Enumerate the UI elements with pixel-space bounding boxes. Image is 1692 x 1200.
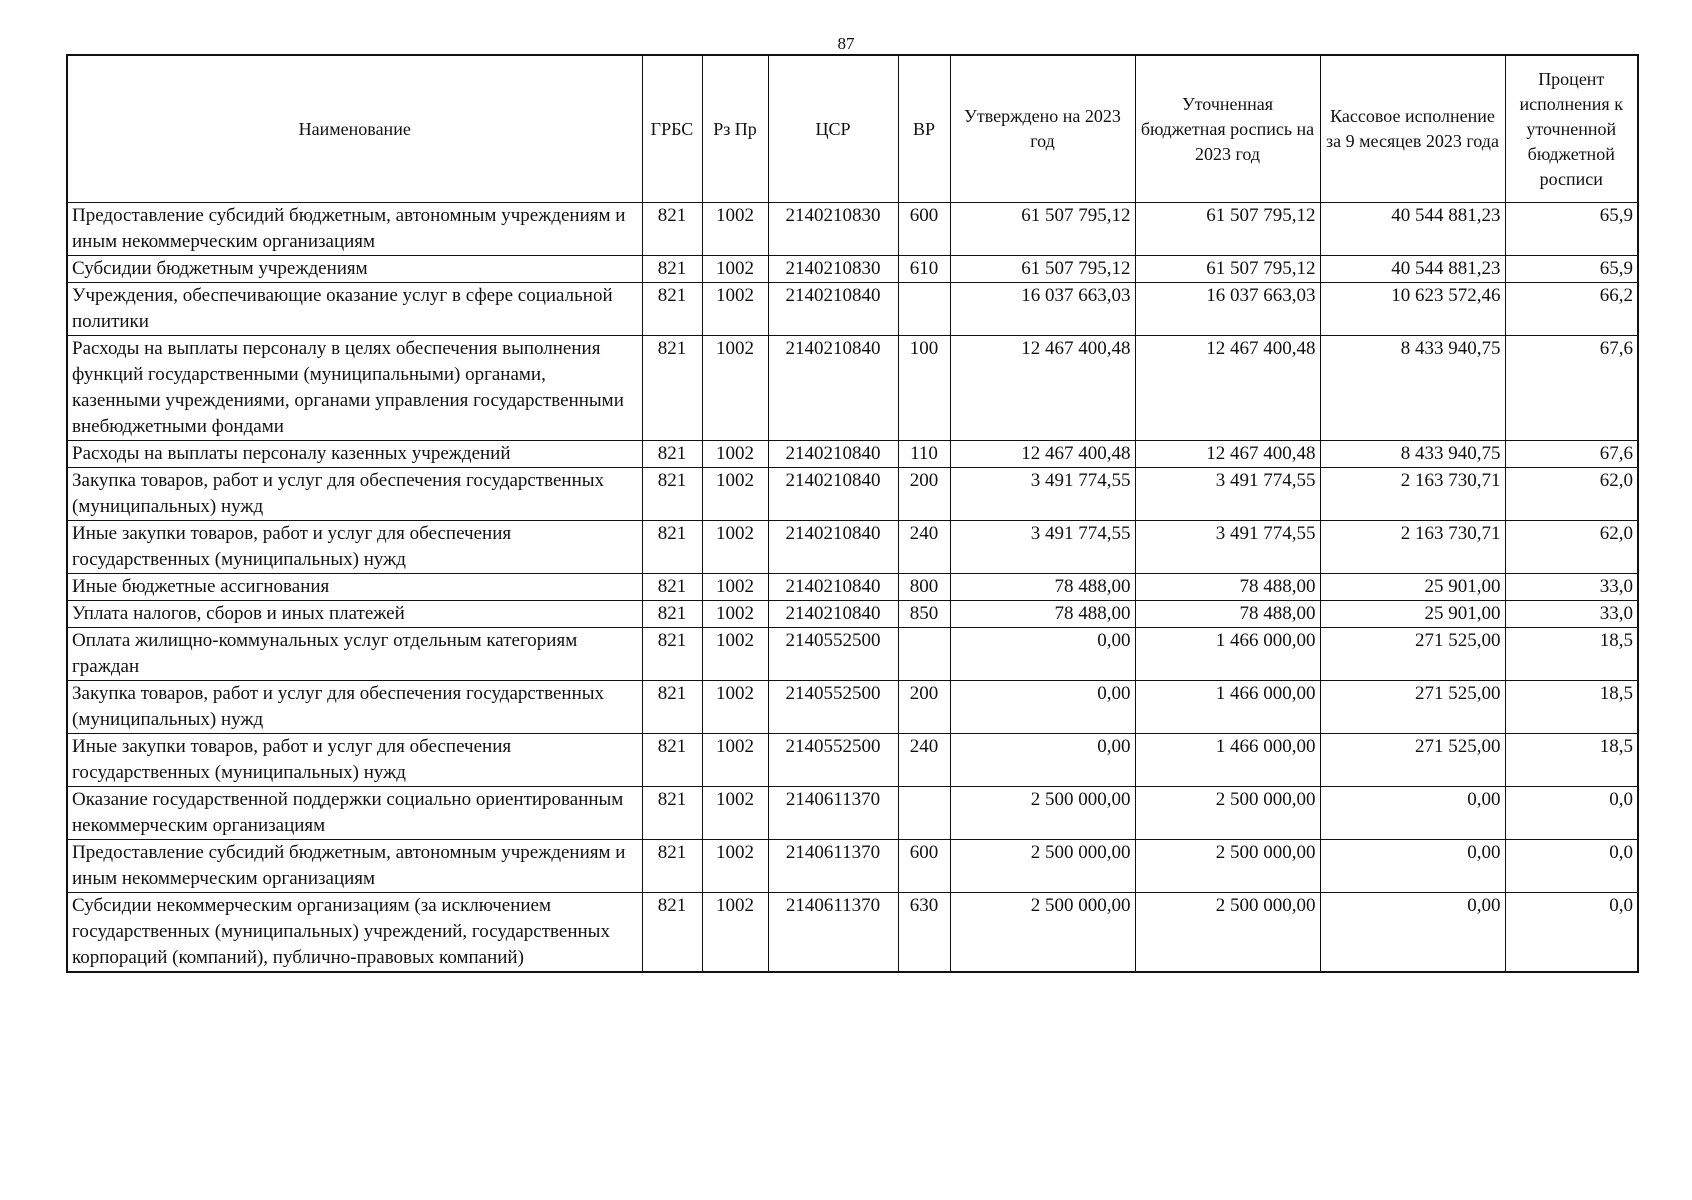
table-row [67, 787, 1638, 840]
cell-executed: 8 433 940,75 [1320, 441, 1505, 468]
cell-refined: 12 467 400,48 [1135, 336, 1320, 441]
cell-csr: 2140210840 [768, 336, 898, 441]
cell-grbs: 821 [642, 521, 702, 574]
cell-vr: 200 [898, 468, 950, 521]
cell-refined: 3 491 774,55 [1135, 521, 1320, 574]
cell-vr: 240 [898, 521, 950, 574]
cell-refined: 3 491 774,55 [1135, 468, 1320, 521]
cell-percent: 33,0 [1505, 601, 1638, 628]
cell-approved: 78 488,00 [950, 574, 1135, 601]
cell-csr: 2140210840 [768, 574, 898, 601]
cell-vr: 850 [898, 601, 950, 628]
cell-percent: 67,6 [1505, 441, 1638, 468]
cell-csr: 2140210830 [768, 256, 898, 283]
cell-grbs: 821 [642, 601, 702, 628]
cell-csr: 2140611370 [768, 787, 898, 840]
cell-csr: 2140210840 [768, 441, 898, 468]
cell-name: Субсидии некоммерческим организациям (за исключением государственных (муниципальных) учреждений, государственных корпораций (компаний), публично-правовых компаний) [67, 893, 642, 973]
cell-rzpr: 1002 [702, 893, 768, 973]
cell-name: Закупка товаров, работ и услуг для обеспечения государственных (муниципальных) нужд [67, 681, 642, 734]
cell-vr: 100 [898, 336, 950, 441]
cell-percent: 62,0 [1505, 521, 1638, 574]
cell-refined: 78 488,00 [1135, 601, 1320, 628]
cell-approved: 78 488,00 [950, 601, 1135, 628]
col-header-percent: Процент исполнения к уточненной бюджетной росписи [1505, 55, 1638, 203]
cell-refined: 12 467 400,48 [1135, 441, 1320, 468]
cell-csr: 2140552500 [768, 681, 898, 734]
cell-vr: 240 [898, 734, 950, 787]
cell-percent: 0,0 [1505, 893, 1638, 973]
cell-grbs: 821 [642, 681, 702, 734]
cell-percent: 65,9 [1505, 203, 1638, 256]
col-header-approved: Утверждено на 2023 год [950, 55, 1135, 203]
cell-name: Учреждения, обеспечивающие оказание услуг в сфере социальной политики [67, 283, 642, 336]
cell-rzpr: 1002 [702, 574, 768, 601]
cell-vr: 110 [898, 441, 950, 468]
cell-grbs: 821 [642, 574, 702, 601]
table-row [67, 256, 1638, 283]
cell-refined: 2 500 000,00 [1135, 840, 1320, 893]
cell-csr: 2140210840 [768, 468, 898, 521]
cell-grbs: 821 [642, 283, 702, 336]
cell-percent: 18,5 [1505, 628, 1638, 681]
cell-rzpr: 1002 [702, 681, 768, 734]
cell-grbs: 821 [642, 840, 702, 893]
cell-rzpr: 1002 [702, 256, 768, 283]
cell-executed: 271 525,00 [1320, 734, 1505, 787]
cell-vr [898, 628, 950, 681]
cell-name: Предоставление субсидий бюджетным, автономным учреждениям и иным некоммерческим организациям [67, 203, 642, 256]
table-row [67, 203, 1638, 256]
cell-csr: 2140552500 [768, 628, 898, 681]
cell-percent: 67,6 [1505, 336, 1638, 441]
cell-name: Субсидии бюджетным учреждениям [67, 256, 642, 283]
cell-csr: 2140611370 [768, 840, 898, 893]
cell-grbs: 821 [642, 468, 702, 521]
cell-refined: 78 488,00 [1135, 574, 1320, 601]
cell-refined: 61 507 795,12 [1135, 203, 1320, 256]
cell-vr: 610 [898, 256, 950, 283]
cell-grbs: 821 [642, 628, 702, 681]
col-header-refined: Уточненная бюджетная роспись на 2023 год [1135, 55, 1320, 203]
cell-approved: 3 491 774,55 [950, 468, 1135, 521]
cell-approved: 12 467 400,48 [950, 336, 1135, 441]
cell-executed: 0,00 [1320, 840, 1505, 893]
cell-approved: 16 037 663,03 [950, 283, 1135, 336]
cell-name: Уплата налогов, сборов и иных платежей [67, 601, 642, 628]
cell-rzpr: 1002 [702, 521, 768, 574]
table-row [67, 893, 1638, 973]
cell-executed: 2 163 730,71 [1320, 468, 1505, 521]
cell-rzpr: 1002 [702, 441, 768, 468]
table-row [67, 468, 1638, 521]
cell-grbs: 821 [642, 787, 702, 840]
header-row [67, 55, 1638, 203]
cell-name: Иные закупки товаров, работ и услуг для обеспечения государственных (муниципальных) нужд [67, 521, 642, 574]
cell-executed: 271 525,00 [1320, 681, 1505, 734]
cell-grbs: 821 [642, 441, 702, 468]
cell-percent: 65,9 [1505, 256, 1638, 283]
table-row [67, 681, 1638, 734]
cell-refined: 1 466 000,00 [1135, 734, 1320, 787]
table-row [67, 601, 1638, 628]
cell-rzpr: 1002 [702, 468, 768, 521]
cell-refined: 61 507 795,12 [1135, 256, 1320, 283]
col-header-executed: Кассовое исполнение за 9 месяцев 2023 года [1320, 55, 1505, 203]
cell-rzpr: 1002 [702, 787, 768, 840]
cell-rzpr: 1002 [702, 734, 768, 787]
col-header-vr: ВР [898, 55, 950, 203]
page-number: 87 [837, 34, 855, 53]
table-row [67, 734, 1638, 787]
cell-rzpr: 1002 [702, 628, 768, 681]
table-row [67, 840, 1638, 893]
cell-approved: 0,00 [950, 628, 1135, 681]
cell-executed: 0,00 [1320, 893, 1505, 973]
cell-rzpr: 1002 [702, 283, 768, 336]
cell-vr: 600 [898, 840, 950, 893]
cell-approved: 61 507 795,12 [950, 256, 1135, 283]
cell-grbs: 821 [642, 336, 702, 441]
cell-refined: 1 466 000,00 [1135, 628, 1320, 681]
cell-percent: 0,0 [1505, 840, 1638, 893]
cell-percent: 18,5 [1505, 734, 1638, 787]
cell-name: Оказание государственной поддержки социально ориентированным некоммерческим организациям [67, 787, 642, 840]
cell-approved: 61 507 795,12 [950, 203, 1135, 256]
cell-executed: 2 163 730,71 [1320, 521, 1505, 574]
cell-vr: 630 [898, 893, 950, 973]
cell-executed: 40 544 881,23 [1320, 203, 1505, 256]
cell-refined: 16 037 663,03 [1135, 283, 1320, 336]
cell-name: Оплата жилищно-коммунальных услуг отдельным категориям граждан [67, 628, 642, 681]
cell-refined: 2 500 000,00 [1135, 787, 1320, 840]
cell-vr: 600 [898, 203, 950, 256]
cell-csr: 2140552500 [768, 734, 898, 787]
cell-csr: 2140210840 [768, 283, 898, 336]
budget-table [66, 54, 1639, 973]
cell-executed: 25 901,00 [1320, 574, 1505, 601]
cell-approved: 2 500 000,00 [950, 787, 1135, 840]
table-row [67, 283, 1638, 336]
cell-executed: 10 623 572,46 [1320, 283, 1505, 336]
cell-executed: 8 433 940,75 [1320, 336, 1505, 441]
table-body [67, 203, 1638, 973]
col-header-rzpr: Рз Пр [702, 55, 768, 203]
col-header-grbs: ГРБС [642, 55, 702, 203]
cell-name: Расходы на выплаты персоналу казенных учреждений [67, 441, 642, 468]
cell-csr: 2140611370 [768, 893, 898, 973]
cell-executed: 0,00 [1320, 787, 1505, 840]
cell-rzpr: 1002 [702, 601, 768, 628]
cell-rzpr: 1002 [702, 840, 768, 893]
cell-name: Предоставление субсидий бюджетным, автономным учреждениям и иным некоммерческим организациям [67, 840, 642, 893]
cell-refined: 2 500 000,00 [1135, 893, 1320, 973]
cell-percent: 33,0 [1505, 574, 1638, 601]
table-row [67, 336, 1638, 441]
cell-approved: 2 500 000,00 [950, 893, 1135, 973]
cell-executed: 40 544 881,23 [1320, 256, 1505, 283]
cell-percent: 18,5 [1505, 681, 1638, 734]
cell-percent: 62,0 [1505, 468, 1638, 521]
cell-executed: 25 901,00 [1320, 601, 1505, 628]
cell-executed: 271 525,00 [1320, 628, 1505, 681]
cell-percent: 66,2 [1505, 283, 1638, 336]
cell-name: Закупка товаров, работ и услуг для обеспечения государственных (муниципальных) нужд [67, 468, 642, 521]
cell-approved: 0,00 [950, 681, 1135, 734]
cell-rzpr: 1002 [702, 336, 768, 441]
col-header-name: Наименование [67, 55, 642, 203]
col-header-csr: ЦСР [768, 55, 898, 203]
cell-vr: 800 [898, 574, 950, 601]
cell-approved: 0,00 [950, 734, 1135, 787]
cell-grbs: 821 [642, 203, 702, 256]
table-row [67, 628, 1638, 681]
cell-name: Иные закупки товаров, работ и услуг для обеспечения государственных (муниципальных) нужд [67, 734, 642, 787]
cell-vr: 200 [898, 681, 950, 734]
cell-grbs: 821 [642, 734, 702, 787]
cell-grbs: 821 [642, 893, 702, 973]
cell-vr [898, 283, 950, 336]
cell-percent: 0,0 [1505, 787, 1638, 840]
cell-approved: 3 491 774,55 [950, 521, 1135, 574]
cell-name: Иные бюджетные ассигнования [67, 574, 642, 601]
cell-csr: 2140210840 [768, 521, 898, 574]
table-row [67, 521, 1638, 574]
cell-name: Расходы на выплаты персоналу в целях обеспечения выполнения функций государственными (муниципальными) органами, казенными учреждениями, органами управления государственными внебюджетными фондами [67, 336, 642, 441]
cell-approved: 12 467 400,48 [950, 441, 1135, 468]
table-row [67, 574, 1638, 601]
cell-csr: 2140210840 [768, 601, 898, 628]
cell-grbs: 821 [642, 256, 702, 283]
cell-csr: 2140210830 [768, 203, 898, 256]
cell-rzpr: 1002 [702, 203, 768, 256]
cell-refined: 1 466 000,00 [1135, 681, 1320, 734]
cell-approved: 2 500 000,00 [950, 840, 1135, 893]
table-row [67, 441, 1638, 468]
cell-vr [898, 787, 950, 840]
